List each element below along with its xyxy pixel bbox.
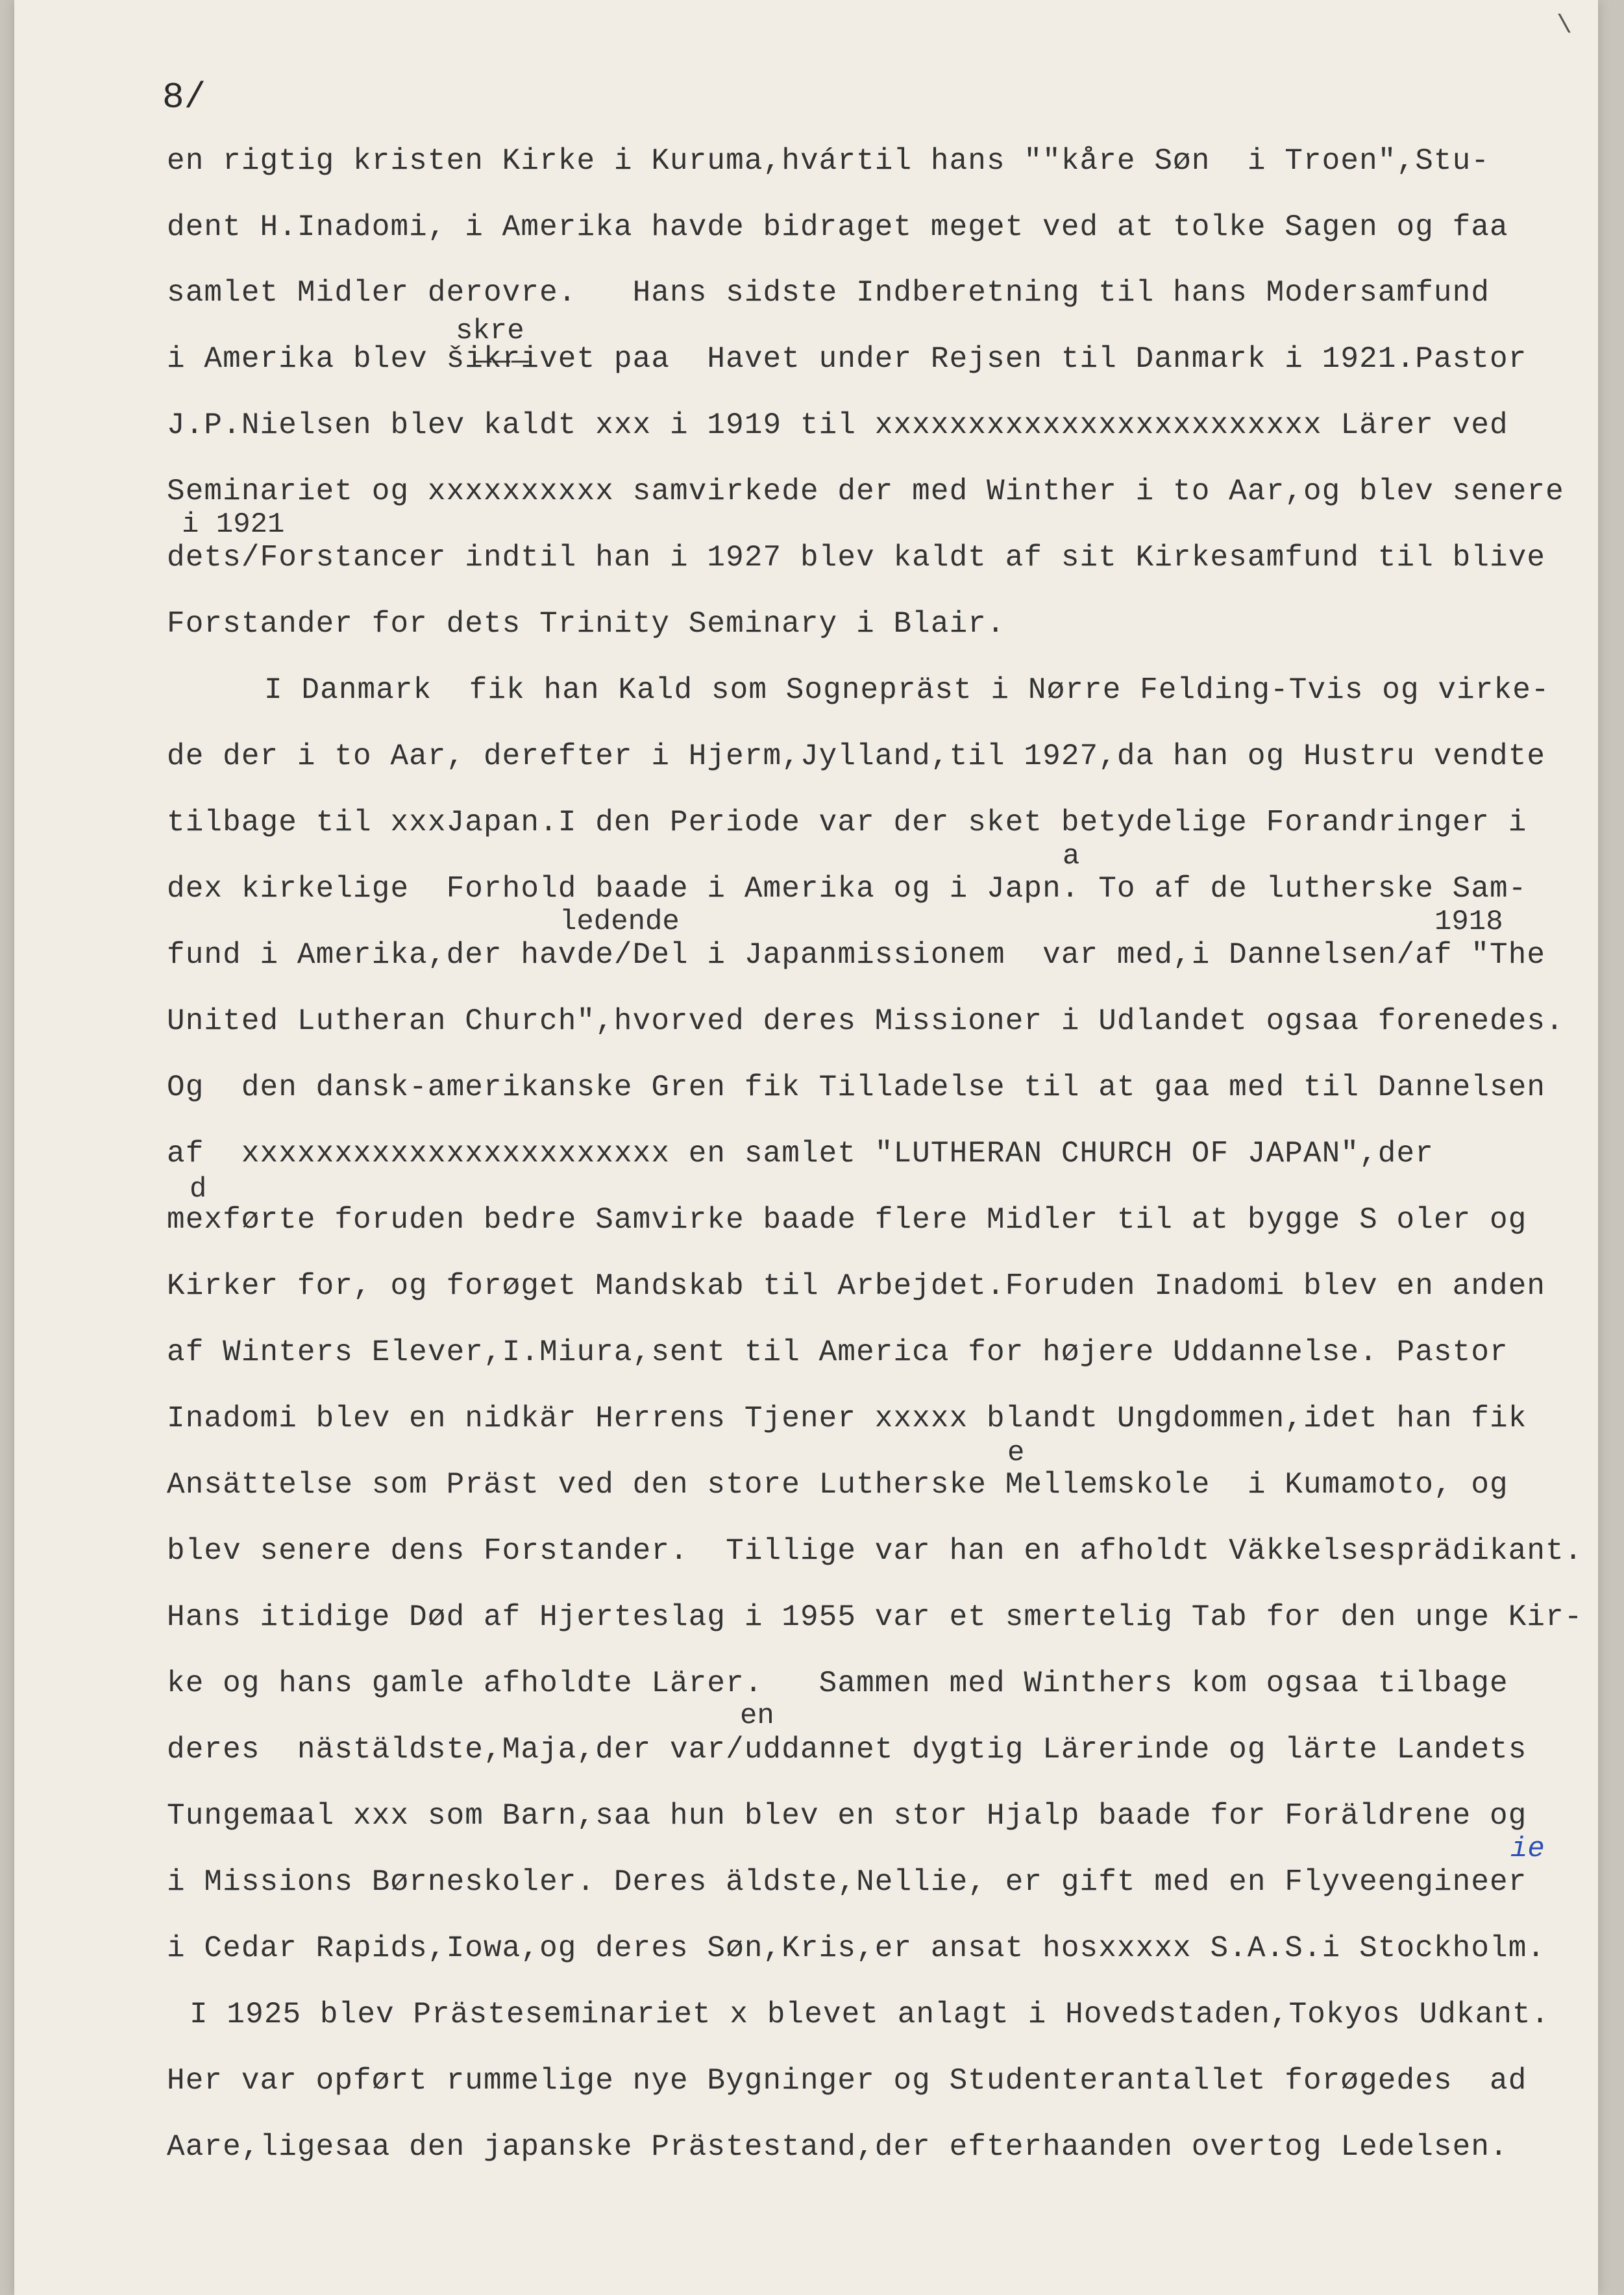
text-line-8: Forstander for dets Trinity Seminary i Blair.	[167, 607, 1005, 641]
text-line-22: blev senere dens Forstander. Tillige var han en afholdt Väkkelsesprädikant.	[167, 1534, 1583, 1568]
text-line-11: tilbage til xxxJapan.I den Periode var der sket betydelige Forandringer i	[167, 806, 1527, 839]
text-line-5: J.P.Nielsen blev kaldt xxx i 1919 til xxxxxxxxxxxxxxxxxxxxxxxx Lärer ved	[167, 408, 1508, 442]
typed-page	[14, 0, 1598, 2295]
text-line-21: Ansättelse som Präst ved den store Lutherske Mellemskole i Kumamoto, og	[167, 1468, 1508, 1502]
text-line-14: United Lutheran Church",hvorved deres Missioner i Udlandet ogsaa forenedes.	[167, 1004, 1564, 1038]
text-line-26: Tungemaal xxx som Barn,saa hun blev en stor Hjalp baade for Foräldrene og	[167, 1799, 1527, 1833]
insertion-e: e	[1007, 1437, 1025, 1469]
text-line-16: af xxxxxxxxxxxxxxxxxxxxxxx en samlet "LUTHERAN CHURCH OF JAPAN",der	[167, 1137, 1434, 1171]
text-line-27: i Missions Børneskoler. Deres äldste,Nellie, er gift med en Flyveengineer	[167, 1865, 1527, 1899]
text-line-12: dex kirkelige Forhold baade i Amerika og i Japn. To af de lutherske Sam-	[167, 872, 1527, 906]
text-line-18: Kirker for, og forøget Mandskab til Arbejdet.Foruden Inadomi blev en anden	[167, 1269, 1546, 1303]
text-line-1: en rigtig kristen Kirke i Kuruma,hvártil hans ""kåre Søn i Troen",Stu-	[167, 144, 1490, 178]
text-line-15: Og den dansk-amerikanske Gren fik Tilladelse til at gaa med til Dannelsen	[167, 1071, 1546, 1104]
text-line-31: Aare,ligesaa den japanske Prästestand,der efterhaanden overtog Ledelsen.	[167, 2130, 1508, 2164]
insertion-i-1921: i 1921	[182, 508, 285, 541]
text-line-13: fund i Amerika,der havde/Del i Japanmissionem var med,i Dannelsen/af "The	[167, 938, 1546, 972]
text-line-19: af Winters Elever,I.Miura,sent til America for højere Uddannelse. Pastor	[167, 1335, 1508, 1369]
insertion-a: a	[1063, 840, 1080, 873]
text-line-23: Hans itidige Død af Hjerteslag i 1955 var et smertelig Tab for den unge Kir-	[167, 1600, 1583, 1634]
insertion-ledende: ledende	[560, 906, 680, 938]
text-line-20: Inadomi blev en nidkär Herrens Tjener xxxxx blandt Ungdommen,idet han fik	[167, 1402, 1527, 1435]
insertion-d: d	[190, 1173, 207, 1206]
corner-mark: \	[1556, 12, 1572, 41]
text-line-7: dets/Forstancer indtil han i 1927 blev kaldt af sit Kirkesamfund til blive	[167, 541, 1546, 575]
insertion-skre: skre	[456, 315, 524, 347]
text-line-10: de der i to Aar, derefter i Hjerm,Jylland,til 1927,da han og Hustru vendte	[167, 739, 1546, 773]
text-line-2: dent H.Inadomi, i Amerika havde bidraget meget ved at tolke Sagen og faa	[167, 210, 1508, 244]
text-line-6: Seminariet og xxxxxxxxxx samvirkede der med Winther i to Aar,og blev senere	[167, 475, 1564, 508]
text-line-4: i Amerika blev ši̶k̶r̶ivet paa Havet under Rejsen til Danmark i 1921.Pastor	[167, 342, 1527, 376]
text-line-25: deres nästäldste,Maja,der var/uddannet dygtig Lärerinde og lärte Landets	[167, 1733, 1527, 1767]
text-line-29: I 1925 blev Prästeseminariet x blevet anlagt i Hovedstaden,Tokyos Udkant.	[190, 1998, 1550, 2031]
text-line-28: i Cedar Rapids,Iowa,og deres Søn,Kris,er ansat hosxxxxx S.A.S.i Stockholm.	[167, 1931, 1546, 1965]
text-line-24: ke og hans gamle afholdte Lärer. Sammen med Winthers kom ogsaa tilbage	[167, 1667, 1508, 1700]
text-line-3: samlet Midler derovre. Hans sidste Indberetning til hans Modersamfund	[167, 276, 1490, 310]
insertion-ie: ie	[1510, 1833, 1545, 1865]
text-line-9: I Danmark fik han Kald som Sognepräst i Nørre Felding-Tvis og virke-	[264, 673, 1550, 707]
insertion-en: en	[740, 1700, 774, 1732]
insertion-1918: 1918	[1434, 906, 1503, 938]
page-number: 8/	[162, 77, 206, 118]
text-line-30: Her var opført rummelige nye Bygninger og Studenterantallet forøgedes ad	[167, 2064, 1527, 2098]
text-line-17: mexførte foruden bedre Samvirke baade flere Midler til at bygge S oler og	[167, 1203, 1527, 1237]
